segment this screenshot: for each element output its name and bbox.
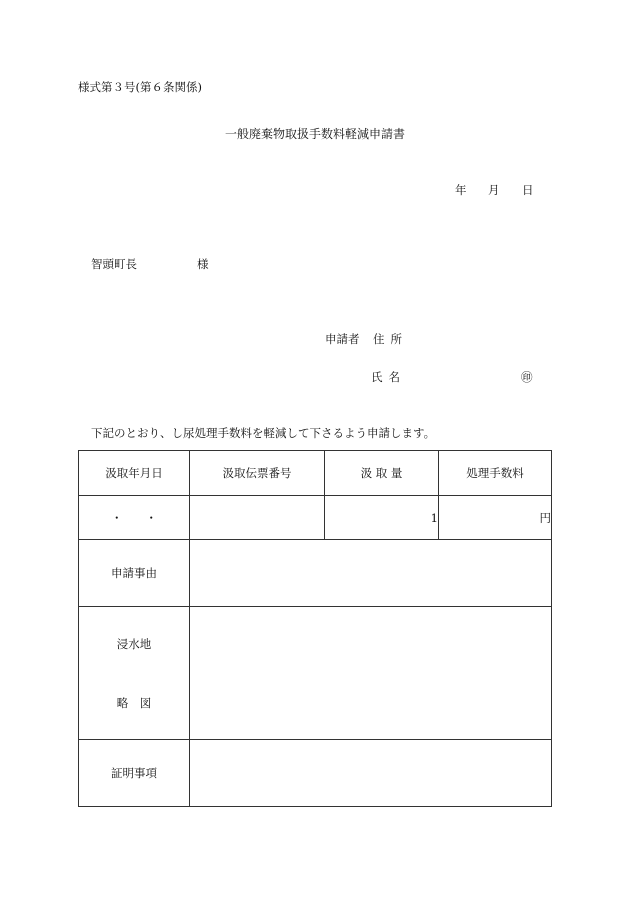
flood-map-row [79, 607, 552, 740]
table-header-row [79, 451, 552, 496]
certification-row [79, 740, 552, 807]
flood-map-label-bottom: 略 図 [116, 695, 152, 710]
date-year-label: 年 [455, 183, 467, 197]
header-fee: 処理手数料 [439, 451, 552, 496]
date-month-label: 月 [488, 183, 500, 197]
fee-cell[interactable]: 円 [439, 496, 552, 540]
collection-date-cell[interactable]: ・ ・ [79, 496, 190, 540]
intro-text: 下記のとおり、し尿処理手数料を軽減して下さるよう申請します。 [91, 426, 436, 440]
application-table [78, 450, 552, 807]
addressee-honorific: 様 [197, 257, 209, 271]
flood-map-label [79, 607, 190, 740]
reason-row [79, 540, 552, 607]
header-slip-number: 汲取伝票番号 [190, 451, 325, 496]
header-quantity: 汲 取 量 [325, 451, 439, 496]
name-label: 氏名 [371, 370, 406, 384]
form-number: 様式第３号(第６条関係) [78, 80, 202, 94]
document-title: 一般廃棄物取扱手数料軽減申請書 [224, 127, 405, 141]
address-label: 住所 [373, 332, 408, 346]
table-row [79, 496, 552, 540]
reason-field[interactable] [190, 540, 552, 607]
flood-map-label-top: 浸水地 [116, 636, 152, 651]
certification-label: 証明事項 [79, 740, 190, 807]
reason-label: 申請事由 [79, 540, 190, 607]
date-day-label: 日 [522, 183, 534, 197]
applicant-label: 申請者 [325, 332, 360, 346]
addressee-name: 智頭町長 [91, 257, 137, 271]
quantity-cell[interactable]: 1 [325, 496, 439, 540]
header-collection-date: 汲取年月日 [79, 451, 190, 496]
seal-mark: ㊞ [521, 370, 533, 384]
certification-field[interactable] [190, 740, 552, 807]
flood-map-field[interactable] [190, 607, 552, 740]
slip-number-cell[interactable] [190, 496, 325, 540]
